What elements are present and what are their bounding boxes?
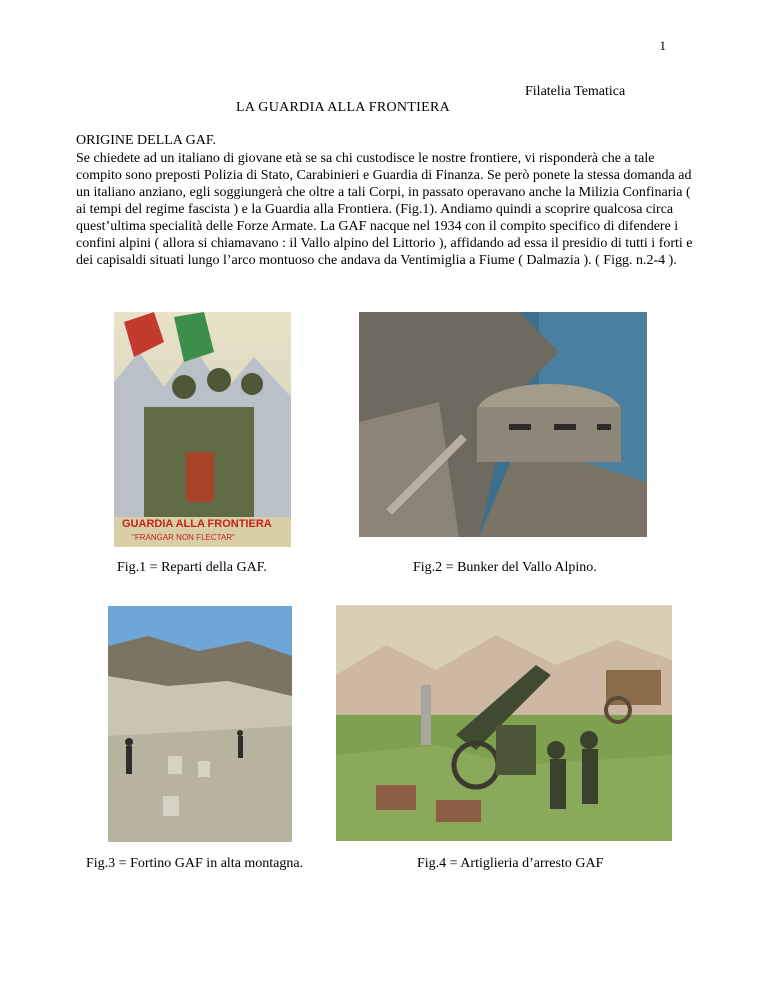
figure-1-caption: Fig.1 = Reparti della GAF.: [117, 560, 267, 575]
body-paragraph: Se chiedete ad un italiano di giovane età se sa chi custodisce le nostre frontiere, vi risponderà che a tale compito sono preposti Polizia di Stato, Carabinieri e Guardia di Finanza. Se però ponete la stessa domanda ad un italiano anziano, egli soggiungerà che oltre a tali Corpi, in passato operavano anche la Milizia Confinaria ( ai tempi del regime fascista ) e la Guardia alla Frontiera. (Fig.1). Andiamo quindi a scoprire qualcosa circa quest’ultima specialità delle Forze Armate. La GAF nacque nel 1934 con il compito specifico di difendere i confini alpini ( allora si chiamavano : il Vallo alpino del Littorio ), affidando ad essa il presidio di tutti i forti e dei capisaldi situati lungo l’arco montuoso che andava da Ventimiglia a Fiume ( Dalmazia ). ( Figg. n.2-4 ).: [76, 151, 693, 268]
poster-title-text: GUARDIA ALLA FRONTIERA: [122, 518, 272, 530]
figure-2-bunker-image: [359, 312, 647, 537]
figure-2-caption: Fig.2 = Bunker del Vallo Alpino.: [413, 560, 597, 575]
figure-3-mountain-fort-image: [108, 606, 292, 842]
poster-motto-text: "FRANGAR NON FLECTAR": [132, 533, 235, 542]
figure-4-artillery-image: [336, 605, 672, 841]
topic-label: Filatelia Tematica: [525, 84, 626, 99]
figure-3-caption: Fig.3 = Fortino GAF in alta montagna.: [86, 856, 304, 871]
figure-1-poster-image: [114, 312, 291, 547]
section-heading: ORIGINE DELLA GAF.: [76, 133, 217, 148]
figure-4-caption: Fig.4 = Artiglieria d’arresto GAF: [417, 856, 604, 871]
document-title: LA GUARDIA ALLA FRONTIERA: [236, 100, 451, 115]
page-number: 1: [659, 38, 666, 53]
